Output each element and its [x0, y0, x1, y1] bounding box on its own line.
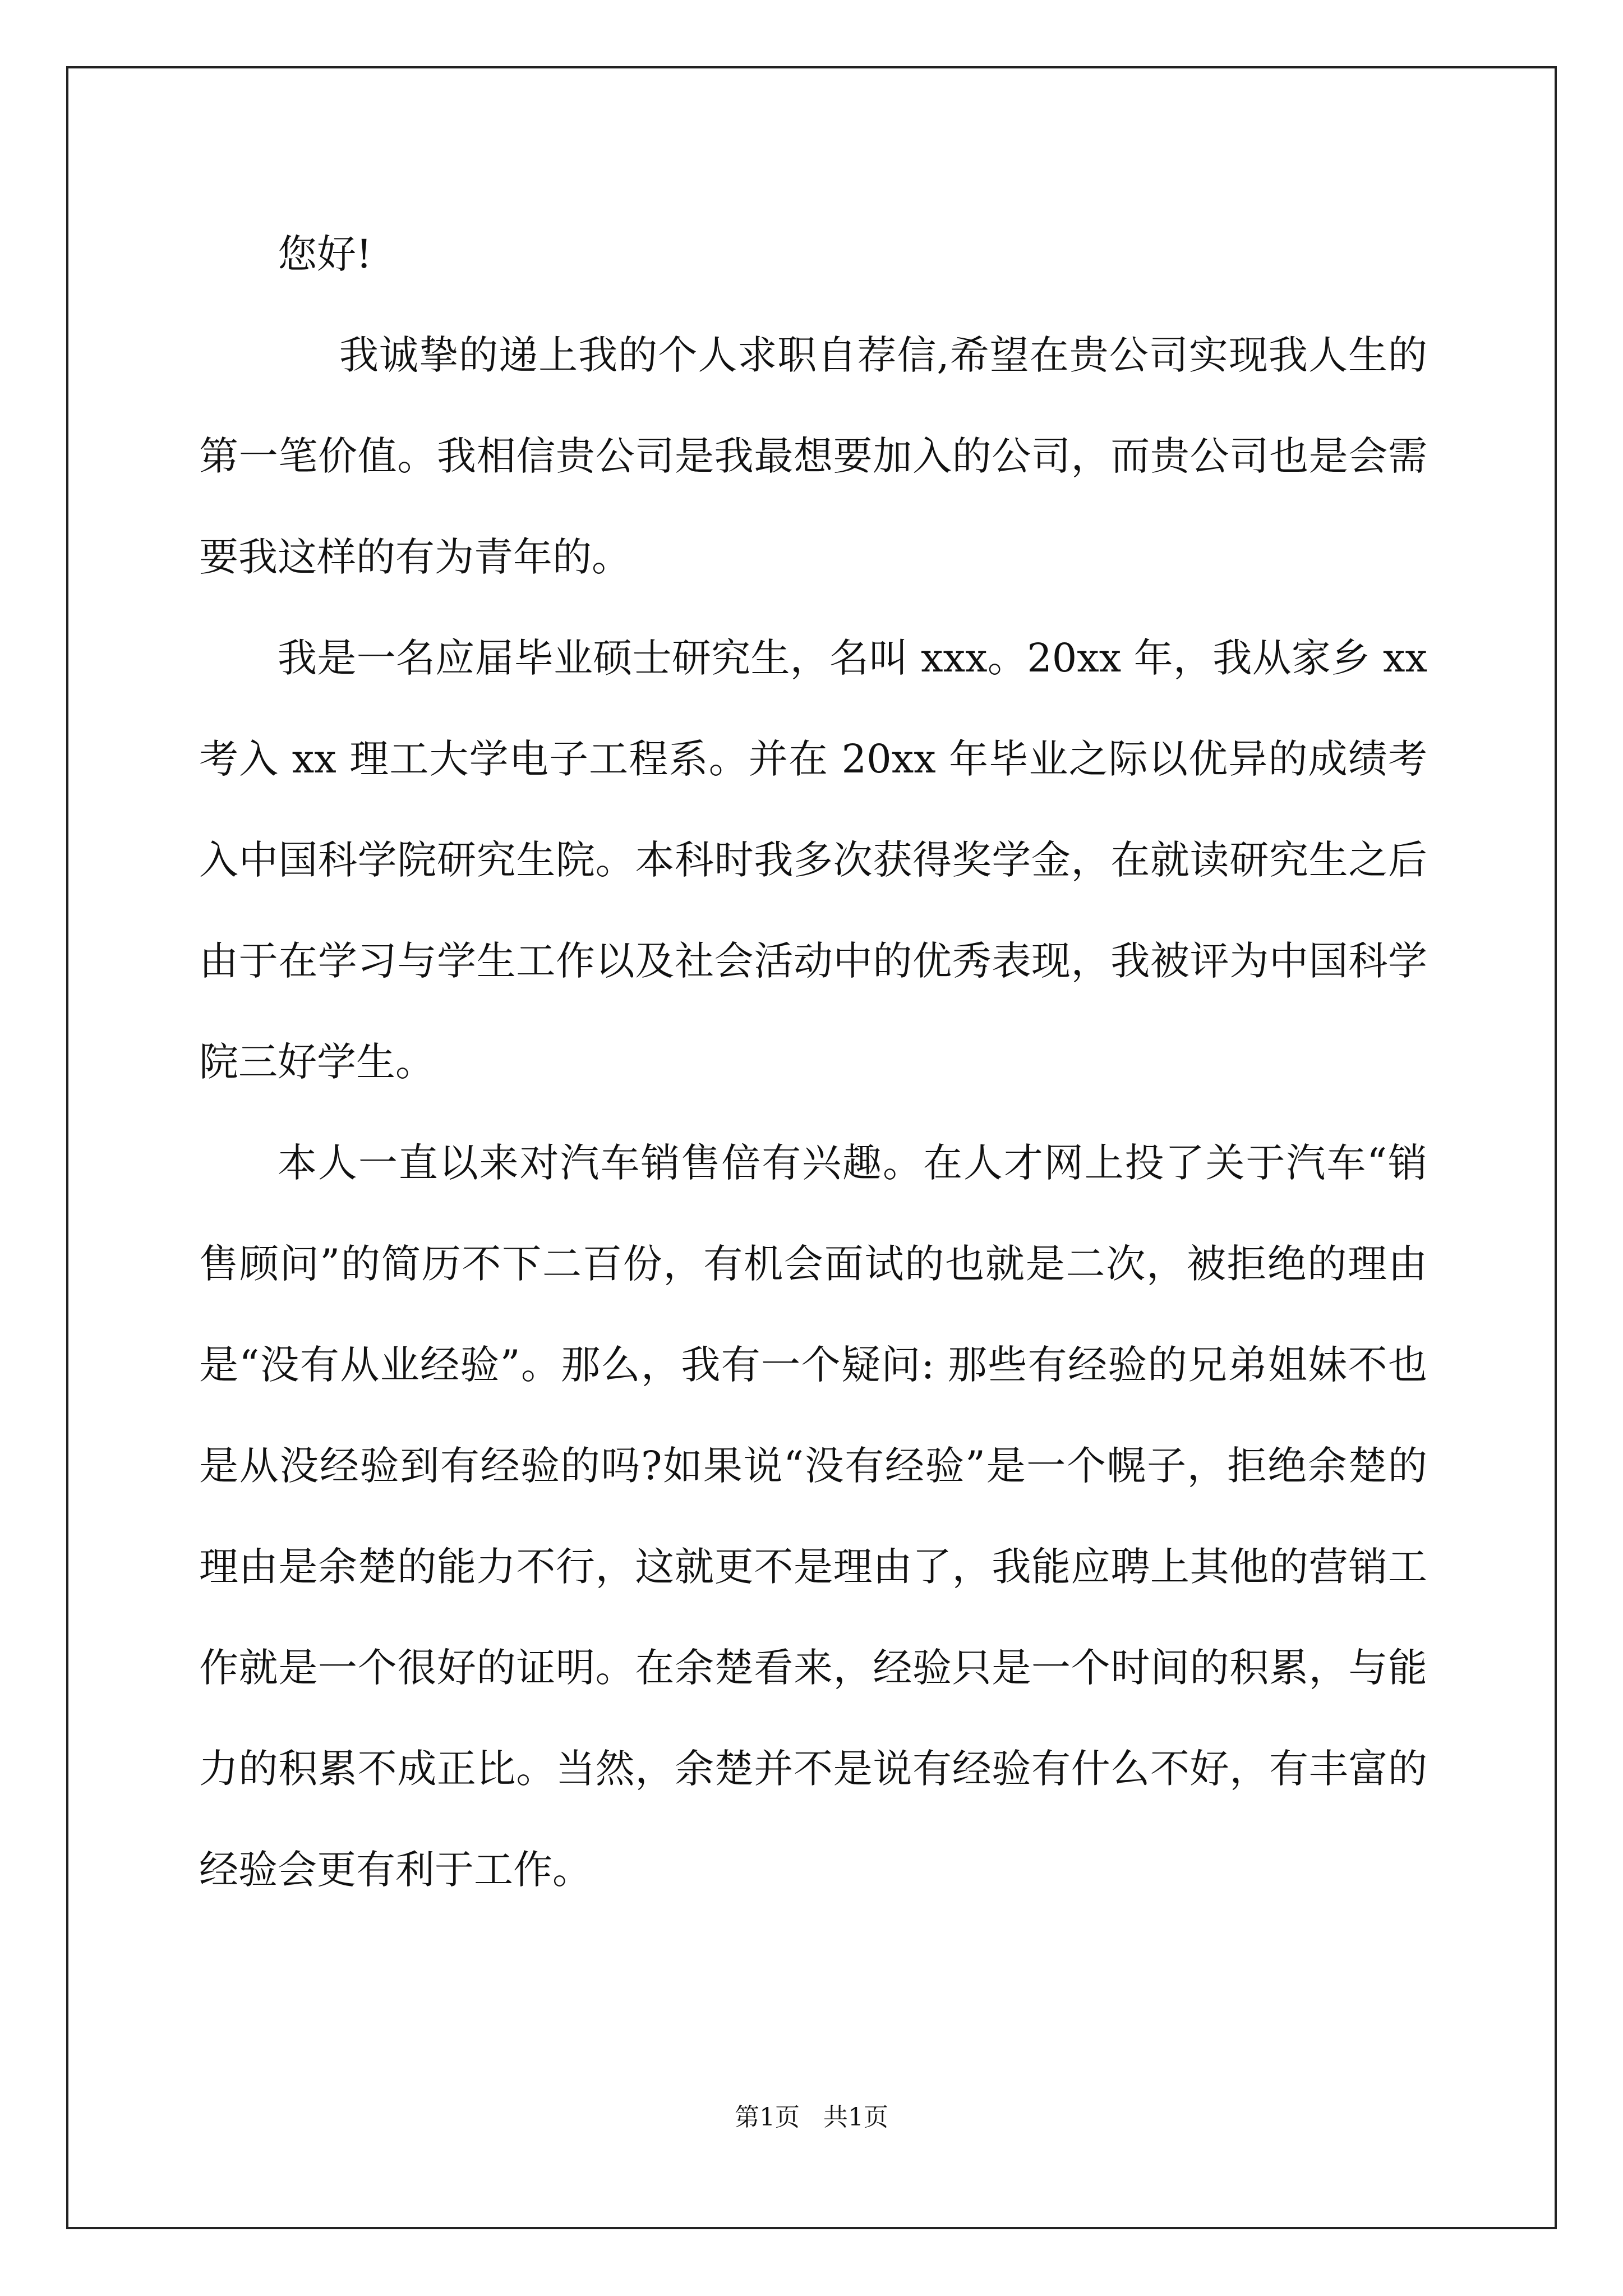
letter-paragraph-3: 本人一直以来对汽车销售倍有兴趣。在人才网上投了关于汽车“销售顾问”的简历不下二百份，有机会面试的也就是二次，被拒绝的理由是“没有从业经验”。那么，我有一个疑问: 那些有经验的兄弟姐妹不也是从没经验到有经验的吗?如果说“没有经验”是一个幌子，拒绝余楚的理由是余楚的能力不行，这就更不是理由了，我能应聘上其他的营销工作就是一个很好的证明。在余楚看来，经验只是一个时间的积累，与能力的积累不成正比。当然，余楚并不是说有经验有什么不好，有丰富的经验会更有利于工作。: [199, 1140, 1427, 1893]
page-number-footer: 第1页 共1页: [735, 2103, 888, 2132]
letter-greeting: 您好!: [278, 231, 372, 277]
letter-paragraph-1: 我诚挚的递上我的个人求职自荐信,希望在贵公司实现我人生的第一笔价值。我相信贵公司是我最想要加入的公司，而贵公司也是会需要我这样的有为青年的。: [199, 332, 1427, 580]
letter-paragraph-2: 我是一名应届毕业硕士研究生，名叫 xxx。20xx 年，我从家乡 xx 考入 xx 理工大学电子工程系。并在 20xx 年毕业之际以优异的成绩考入中国科学院研究生院。本科时我多次获得奖学金，在就读研究生之后由于在学习与学生工作以及社会活动中的优秀表现，我被评为中国科学院三好学生。: [199, 635, 1427, 1085]
letter-body: [199, 204, 1427, 1920]
